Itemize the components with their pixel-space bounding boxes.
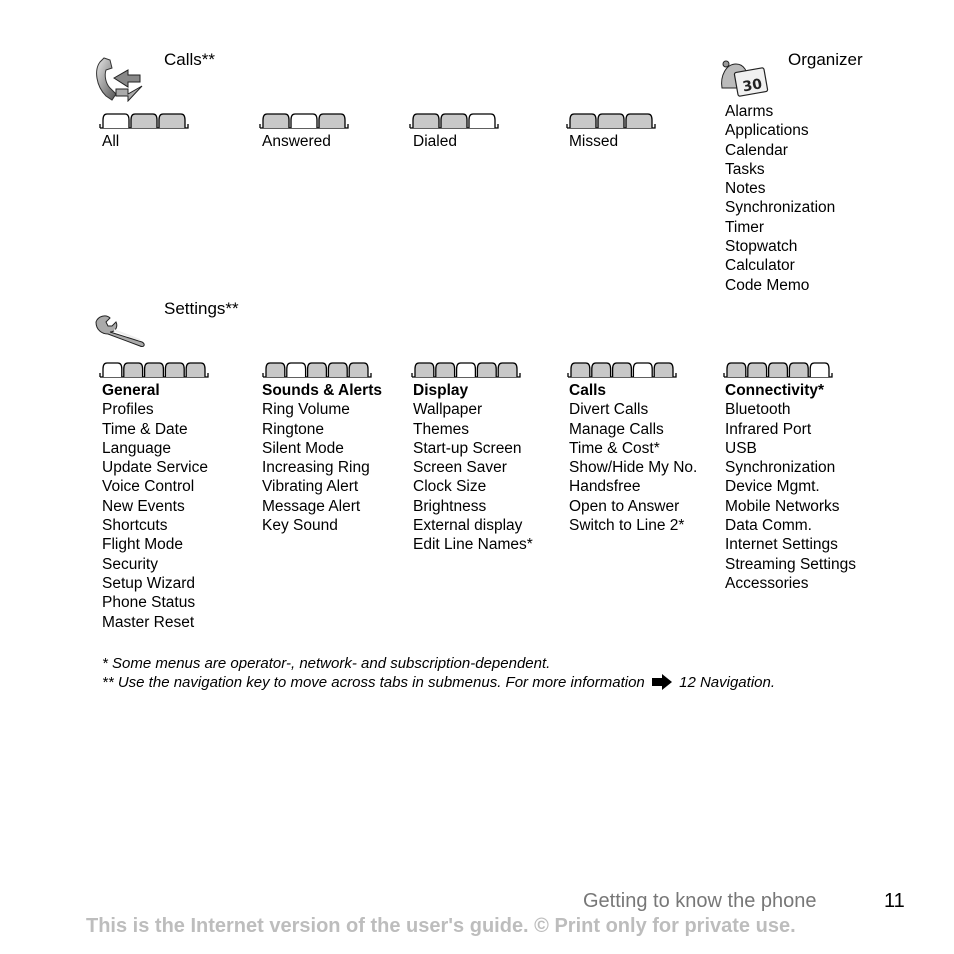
column-heading: Sounds & Alerts	[262, 382, 382, 399]
tab	[598, 114, 624, 128]
list-item: New Events	[102, 497, 185, 515]
list-item: Stopwatch	[725, 238, 798, 256]
list-item: Edit Line Names*	[413, 536, 533, 554]
column-heading: Display	[413, 382, 469, 399]
list-item: Calendar	[725, 141, 788, 159]
list-item: Time & Cost*	[569, 439, 660, 457]
settings-column-display	[413, 381, 533, 555]
settings-column-connectivity	[725, 381, 856, 593]
tab	[769, 363, 788, 377]
tab-active	[457, 363, 476, 377]
organizer-list	[725, 102, 835, 295]
tab	[186, 363, 205, 377]
tab	[124, 363, 143, 377]
tab	[308, 363, 327, 377]
list-item: Language	[102, 439, 171, 457]
list-item: Code Memo	[725, 276, 810, 294]
list-item: Notes	[725, 180, 766, 198]
tab-active	[103, 114, 129, 128]
tab	[654, 363, 673, 377]
list-item: Show/Hide My No.	[569, 459, 698, 477]
list-item: Master Reset	[102, 613, 195, 631]
list-item: Switch to Line 2*	[569, 517, 685, 535]
footnote-1: * Some menus are operator-, network- and subscription-dependent.	[102, 655, 551, 672]
list-item: Time & Date	[102, 420, 188, 438]
tab	[571, 363, 590, 377]
list-item: Bluetooth	[725, 401, 791, 419]
settings-column-general	[102, 381, 208, 632]
list-item: Voice Control	[102, 478, 195, 496]
list-item: Shortcuts	[102, 517, 168, 535]
tab	[131, 114, 157, 128]
organizer-title: Organizer	[788, 50, 863, 69]
tab	[626, 114, 652, 128]
tab	[319, 114, 345, 128]
footnote-2-text: ** Use the navigation key to move across tabs in submenus. For more information	[102, 674, 645, 691]
tab-strip-sounds	[262, 359, 372, 379]
tab-active	[103, 363, 122, 377]
list-item: Mobile Networks	[725, 497, 840, 515]
arrow-right-icon	[651, 674, 673, 695]
list-item: Synchronization	[725, 199, 836, 217]
tab-missed-label: Missed	[569, 133, 619, 150]
tab-strip-answered	[259, 110, 349, 130]
list-item: Applications	[725, 122, 809, 140]
page-number: 11	[884, 890, 905, 912]
tab	[613, 363, 632, 377]
tab	[570, 114, 596, 128]
list-item: Brightness	[413, 497, 487, 515]
tab	[145, 363, 164, 377]
tab	[441, 114, 467, 128]
tab-active	[291, 114, 317, 128]
tab	[165, 363, 184, 377]
list-item: Start-up Screen	[413, 439, 522, 457]
tab	[498, 363, 517, 377]
column-heading: General	[102, 382, 160, 399]
tab	[159, 114, 185, 128]
tab	[436, 363, 455, 377]
list-item: Phone Status	[102, 594, 196, 612]
tab	[415, 363, 434, 377]
list-item: Tasks	[725, 160, 765, 178]
list-item: Themes	[413, 420, 469, 438]
list-item: Security	[102, 555, 158, 573]
footnote-2-reference[interactable]: 12 Navigation.	[679, 674, 776, 691]
list-item: Setup Wizard	[102, 574, 196, 592]
calls-title: Calls**	[164, 50, 216, 69]
list-item: Profiles	[102, 401, 154, 419]
list-item: USB	[725, 439, 757, 457]
list-item: Synchronization	[725, 459, 836, 477]
settings-column-calls	[569, 381, 697, 535]
watermark: This is the Internet version of the user's guide. © Print only for private use.	[86, 915, 796, 937]
column-heading: Connectivity*	[725, 382, 825, 399]
organizer-bell-icon	[716, 58, 770, 100]
list-item: Ringtone	[262, 420, 325, 438]
tab-strip-calls	[567, 359, 677, 379]
footnote-2	[102, 673, 775, 695]
tab	[592, 363, 611, 377]
list-item: Open to Answer	[569, 497, 680, 515]
tab-active	[810, 363, 829, 377]
list-item: Infrared Port	[725, 420, 812, 438]
tab	[727, 363, 746, 377]
tab-strip-missed	[566, 110, 656, 130]
list-item: Update Service	[102, 459, 208, 477]
list-item: Manage Calls	[569, 420, 664, 438]
tab-strip-display	[411, 359, 521, 379]
list-item: Handsfree	[569, 478, 641, 496]
settings-column-sounds	[262, 381, 382, 535]
section-title: Getting to know the phone	[583, 890, 817, 912]
tab	[789, 363, 808, 377]
svg-text:30: 30	[741, 76, 764, 96]
tab	[349, 363, 368, 377]
list-item: Flight Mode	[102, 536, 183, 554]
list-item: Screen Saver	[413, 459, 507, 477]
list-item: Clock Size	[413, 478, 487, 496]
tab	[266, 363, 285, 377]
column-heading: Calls	[569, 382, 607, 399]
list-item: Ring Volume	[262, 401, 350, 419]
tab	[413, 114, 439, 128]
list-item: Device Mgmt.	[725, 478, 820, 496]
list-item: Calculator	[725, 257, 795, 275]
list-item: Streaming Settings	[725, 555, 856, 573]
tab	[328, 363, 347, 377]
tab-active	[469, 114, 495, 128]
list-item: Data Comm.	[725, 517, 812, 535]
list-item: Wallpaper	[413, 401, 483, 419]
tab-strip-dialed	[409, 110, 499, 130]
list-item: Internet Settings	[725, 536, 838, 554]
list-item: Alarms	[725, 103, 774, 120]
settings-title: Settings**	[164, 299, 239, 318]
list-item: Accessories	[725, 574, 809, 592]
tab-strip-all	[99, 110, 189, 130]
list-item: Divert Calls	[569, 401, 649, 419]
tab-strip-connectivity	[723, 359, 833, 379]
list-item: External display	[413, 517, 523, 535]
tab-active	[287, 363, 306, 377]
tab-strip-general	[99, 359, 209, 379]
list-item: Message Alert	[262, 497, 361, 515]
tab-active	[633, 363, 652, 377]
tab	[748, 363, 767, 377]
list-item: Increasing Ring	[262, 459, 370, 477]
tab	[477, 363, 496, 377]
tab-dialed-label: Dialed	[413, 133, 457, 150]
phone-calls-icon	[92, 56, 146, 102]
list-item: Key Sound	[262, 517, 338, 535]
tab-answered-label: Answered	[262, 133, 331, 150]
wrench-settings-icon	[92, 312, 148, 348]
tab-all-label: All	[102, 133, 120, 150]
list-item: Timer	[725, 218, 765, 236]
list-item: Silent Mode	[262, 439, 344, 457]
tab	[263, 114, 289, 128]
list-item: Vibrating Alert	[262, 478, 359, 496]
